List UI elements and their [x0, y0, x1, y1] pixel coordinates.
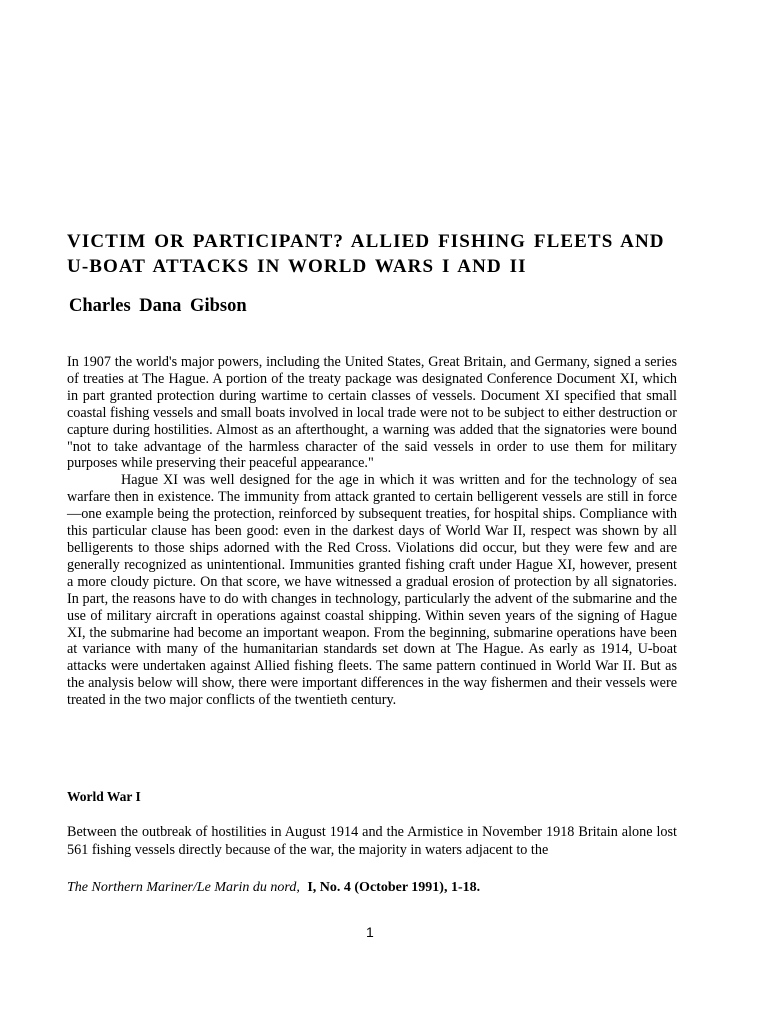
- body-paragraph: In 1907 the world's major powers, including the United States, Great Britain, and Germany, signed a series of treaties at The Hague. A portion of the treaty package was designated Conference Document XI, which in part granted protection during wartime to certain classes of vessels. Document XI specified that small coastal fishing vessels and small boats involved in local trade were not to be subject to either destruction or capture during hostilities. Almost as an afterthought, a warning was added that the signatories were bound "not to take advantage of the harmless character of the said vessels in order to use them for military purposes while preserving their peaceful appearance.": [67, 354, 677, 472]
- page-number: 1: [366, 924, 374, 940]
- section-heading: World War I: [67, 789, 141, 804]
- journal-issue: I, No. 4 (October 1991), 1-18.: [307, 880, 481, 895]
- article-title: VICTIM OR PARTICIPANT? ALLIED FISHING FLEETS AND U-BOAT ATTACKS IN WORLD WARS I AND II: [67, 231, 665, 277]
- section-paragraph: Between the outbreak of hostilities in August 1914 and the Armistice in November 1918 Britain alone lost 561 fishing vessels directly because of the war, the majority in waters adjacent to the: [67, 824, 677, 858]
- article-author: Charles Dana Gibson: [69, 296, 247, 316]
- article-body: [67, 354, 677, 709]
- journal-citation: [67, 880, 480, 896]
- journal-name: The Northern Mariner/Le Marin du nord,: [67, 880, 300, 895]
- body-paragraph: Hague XI was well designed for the age in which it was written and for the technology of sea warfare then in existence. The immunity from attack granted to certain belligerent vessels are still in force—one example being the protection, reinforced by subsequent treaties, for hospital ships. Compliance with this particular clause has been good: even in the darkest days of World War II, respect was shown by all belligerents to those ships adorned with the Red Cross. Violations did occur, but they were few and are generally recognized as unintentional. Immunities granted fishing craft under Hague XI, however, present a more cloudy picture. On that score, we have witnessed a gradual erosion of protection by all signatories. In part, the reasons have to do with changes in technology, particularly the advent of the submarine and the use of military aircraft in operations against coastal shipping. Within seven years of the signing of Hague XI, the submarine had become an important weapon. From the beginning, submarine operations have been at variance with many of the humanitarian standards set down at The Hague. As early as 1914, U-boat attacks were undertaken against Allied fishing fleets. The same pattern continued in World War II. But as the analysis below will show, there were important differences in the way fishermen and their vessels were treated in the two major conflicts of the twentieth century.: [67, 472, 677, 709]
